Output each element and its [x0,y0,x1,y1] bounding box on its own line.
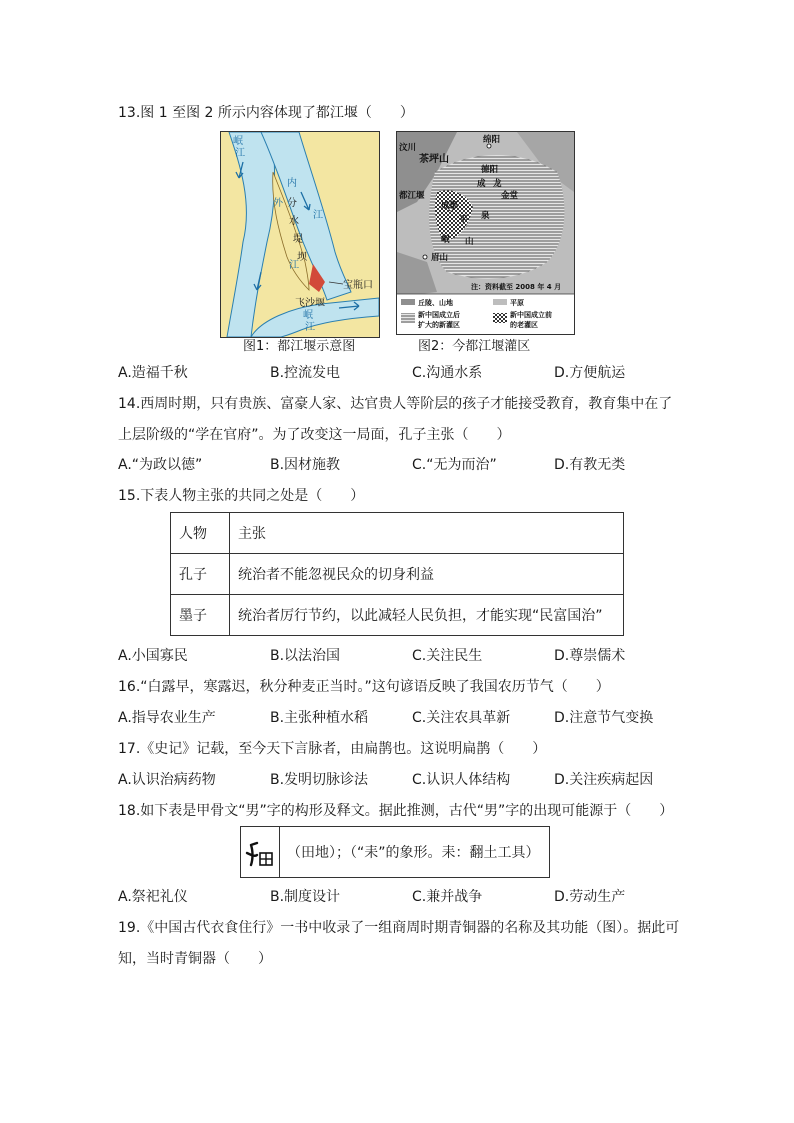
q14-option-a[interactable]: A.“为政以德” [118,457,203,473]
q17-option-c[interactable]: C.认识人体结构 [412,772,511,788]
q17-option-a[interactable]: A.认识治病药物 [118,772,216,788]
q13-options [118,363,678,383]
place-quan: 泉 [481,211,490,221]
q17-option-b[interactable]: B.发明切脉诊法 [270,772,369,788]
q15-stem: 15.下表人物主张的共同之处是（ ） [118,488,365,504]
legend-old-area-2: 的老灌区 [510,321,538,329]
q18-option-b[interactable]: B.制度设计 [270,889,341,905]
q14-option-b[interactable]: B.因材施教 [270,457,341,473]
q14-options [118,455,678,475]
fig2-caption: 图2：今都江堰灌区 [418,339,531,354]
label-nei-jiang: 江 [313,210,323,221]
place-deyang: 德阳 [481,165,499,175]
legend-swatch-hills [401,299,415,305]
q16-option-b[interactable]: B.主张种植水稻 [270,710,369,726]
q14-stem-line1: 14.西周时期，只有贵族、富豪人家、达官贵人等阶层的孩子才能接受教育，教育集中在了 [118,396,673,412]
q13-option-d[interactable]: D.方便航运 [554,365,626,381]
label-di: 堤 [293,234,303,245]
label-nei: 内 [287,178,297,189]
q15-option-b[interactable]: B.以法治国 [270,648,341,664]
place-wenchuan: 汶川 [399,143,417,153]
irrigation-map [396,131,575,335]
legend-swatch-old-area [493,313,507,323]
legend-new-area-2: 扩大的新灌区 [418,321,460,329]
legend-swatch-new-area [401,313,415,323]
oracle-gloss: （田地）；（“耒”的象形。耒：翻土工具） [287,845,540,861]
label-shui: 水 [289,216,299,227]
q16-option-d[interactable]: D.注意节气变换 [554,710,654,726]
table-cell-claim: 统治者不能忽视民众的切身利益 [230,554,624,595]
table-row [171,554,624,595]
table-cell-person: 孔子 [171,554,230,595]
q15-option-c[interactable]: C.关注民生 [412,648,483,664]
label-min-bottom: 岷 [303,310,313,321]
place-min: 岷 [441,235,450,245]
q19-stem-line1: 19.《中国古代衣食住行》一书中收录了一组商周时期青铜器的名称及其功能（图）。据此可 [118,920,680,936]
map-note: 注：资料截至 2008 年 4 月 [471,283,562,291]
q16-options [118,708,678,728]
q19-stem-line2: 知，当时青铜器（ ） [118,951,272,967]
q15-table [170,512,624,636]
place-mianyang: 绵阳 [483,135,501,145]
q14-option-d[interactable]: D.有教无类 [554,457,626,473]
table-header-person: 人物 [171,513,230,554]
q17-option-d[interactable]: D.关注疾病起因 [554,772,654,788]
label-wai: 外 [273,198,283,209]
legend-plain: 平原 [510,299,524,307]
q18-stem: 18.如下表是甲骨文“男”字的构形及释文。据此推测，古代“男”字的出现可能源于（ ） [118,803,674,819]
q13-stem: 13.图 1 至图 2 所示内容体现了都江堰（ ） [118,105,414,121]
q18-option-d[interactable]: D.劳动生产 [554,889,626,905]
q14-stem-line2: 上层阶级的“学在官府”。为了改变这一局面，孔子主张（ ） [118,427,511,443]
q18-options [118,887,678,907]
legend-old-area-1: 新中国成立前 [510,311,552,319]
place-meishan: 眉山 [431,253,449,263]
q15-option-a[interactable]: A.小国寡民 [118,648,188,664]
label-ba: 坝 [297,252,307,263]
q16-stem: 16.“白露早，寒露迟，秋分种麦正当时。”这句谚语反映了我国农历节气（ ） [118,679,610,695]
table-header-row [171,513,624,554]
legend-swatch-plain [493,299,507,305]
q16-option-a[interactable]: A.指导农业生产 [118,710,216,726]
place-dujiangyan: 都江堰 [399,191,425,201]
oracle-bone-box [240,826,550,878]
q18-option-a[interactable]: A.祭祀礼仪 [118,889,188,905]
q15-option-d[interactable]: D.尊崇儒术 [554,648,626,664]
q18-option-c[interactable]: C.兼并战争 [412,889,483,905]
q17-stem: 17.《史记》记载，至今天下言脉者，由扁鹊也。这说明扁鹊（ ） [118,741,547,757]
legend-new-area-1: 新中国成立后 [418,311,460,319]
q13-option-c[interactable]: C.沟通水系 [412,365,483,381]
label-wai-jiang: 江 [289,260,299,271]
legend-hills: 丘陵、山地 [418,299,453,307]
place-chapingshan: 茶坪山 [419,154,449,165]
oracle-nan-glyph [241,827,280,877]
label-feishayan: 飞沙堰 [295,298,325,309]
table-cell-claim: 统治者厉行节约，以此减轻人民负担，才能实现“民富国治” [230,595,624,636]
place-jintang: 金堂 [501,191,519,201]
q13-option-b[interactable]: B.控流发电 [270,365,341,381]
place-long: 龙 [493,179,502,189]
place-cheng: 成 [477,179,486,189]
q15-options [118,646,678,666]
place-chengdu: 成都 [441,201,459,211]
dujiangyan-diagram [220,131,380,338]
label-min-top: 岷 [233,136,243,147]
q14-option-c[interactable]: C.“无为而治” [412,457,497,473]
label-jiang-bottom: 江 [305,322,315,333]
label-jiang-top: 江 [235,148,245,159]
place-shan: 山 [465,237,474,247]
fig1-caption: 图1：都江堰示意图 [243,339,356,354]
q17-options [118,770,678,790]
table-cell-person: 墨子 [171,595,230,636]
q13-option-a[interactable]: A.造福千秋 [118,365,188,381]
place-ping: 平 [459,215,468,225]
table-header-claim: 主张 [230,513,624,554]
table-row [171,595,624,636]
label-fen: 分 [287,198,297,209]
q16-option-c[interactable]: C.关注农具革新 [412,710,511,726]
label-baopingkou: 宝瓶口 [343,280,373,291]
